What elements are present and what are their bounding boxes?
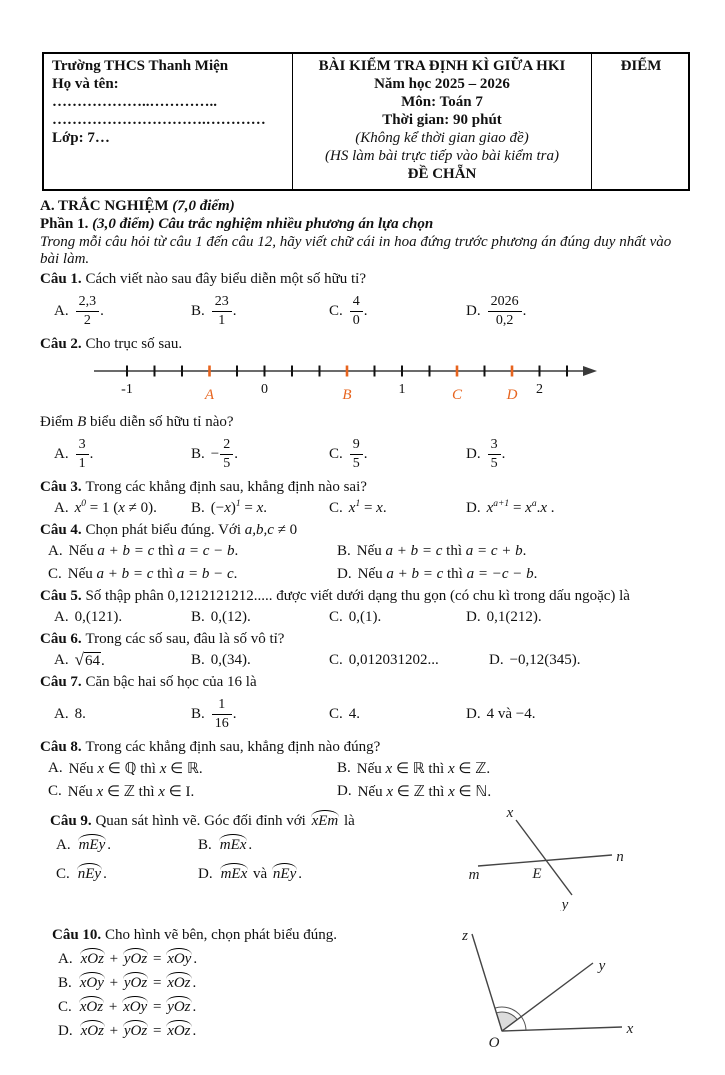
option-b [191,498,329,518]
option-letter: A. [48,542,63,559]
option-d [466,290,690,332]
question-9-text: Quan sát hình vẽ. Góc đối đỉnh với xEm là [95,813,355,829]
option-letter: B. [191,705,205,722]
option-b [58,975,440,992]
option-b [191,433,329,475]
question-5-stem [40,588,690,605]
option-c [329,607,466,627]
option-letter: C. [329,651,343,668]
option-letter: B. [191,445,205,462]
crossing-lines-figure [460,803,660,911]
option-letter: C. [329,302,343,319]
option-letter: C. [48,782,62,799]
question-10-stem [40,927,440,944]
question-7 [40,674,690,735]
question-10-text: Cho hình vẽ bên, chọn phát biểu đúng. [104,927,337,943]
question-8-text: Trong các khẳng định sau, khẳng định nào đúng? [85,739,381,755]
option-content: xOz + yOz = xOz . [80,1023,197,1039]
option-content: $\frac{2026}{0,2}$ . [487,295,527,328]
option-letter: B. [337,759,351,776]
option-content: Nếu a + b = c thì a = c + b. [356,542,527,559]
question-4-stem [40,522,690,539]
option-d [466,498,690,518]
option-d [198,864,460,884]
option-d [466,433,690,475]
option-letter: C. [329,705,343,722]
option-c [329,433,466,475]
question-5-text: Số thập phân 0,1212121212..... được viết dưới dạng thu gọn (có chu kì trong dấu ngoặc) là [85,588,630,604]
option-content: $\frac{4}{0}$ . [349,295,368,328]
option-b [198,835,460,855]
option-letter: D. [466,302,481,319]
option-content: $\frac{3}{5}$ . [487,438,506,471]
svg-text:1: 1 [398,382,406,397]
option-letter: D. [466,445,481,462]
note-1: (Không kể thời gian giao đề) [355,130,529,146]
question-4-text: Chọn phát biểu đúng. Với a,b,c ≠ 0 [85,522,298,538]
option-letter: D. [489,651,504,668]
option-d [489,650,690,670]
question-2-subtext: Điểm B biểu diễn số hữu tỉ nào? [40,414,234,430]
option-content: Nếu a + b = c thì a = b − c. [67,565,238,582]
question-3-stem [40,479,690,496]
question-6-text: Trong các số sau, đâu là số vô tỉ? [85,631,285,647]
question-6-options [40,650,690,670]
label-O: O [488,1035,500,1051]
option-content: $x^{a+1} = x^a.x$ . [486,498,555,516]
question-1-text: Cách viết nào sau đây biểu diễn một số hữu tỉ? [85,271,367,287]
option-content: Nếu x ∈ ℤ thì x ∈ ℕ. [357,783,492,800]
option-letter: D. [466,499,481,516]
option-content: Nếu x ∈ ℚ thì x ∈ ℝ. [68,760,203,777]
label-m: m [468,867,480,883]
class-line: Lớp: 7… [52,130,110,146]
option-a [48,758,337,778]
label-E: E [532,866,542,882]
question-8-label: Câu 8. [40,739,82,755]
option-letter: D. [198,865,213,882]
option-letter: C. [329,608,343,625]
option-letter: C. [48,565,62,582]
label-x: x [506,805,514,821]
question-7-label: Câu 7. [40,674,82,690]
school-name: Trường THCS Thanh Miện [52,58,229,74]
option-c [48,781,337,801]
option-b [191,650,329,670]
option-content: xOy + yOz = xOz . [79,975,197,991]
question-5-options [40,607,690,627]
score-label: ĐIỂM [620,58,662,74]
question-3-options [40,498,690,518]
option-letter: A. [56,836,71,853]
question-2-options [40,433,690,475]
question-1-label: Câu 1. [40,271,82,287]
option-a [56,835,198,855]
option-letter: A. [54,499,69,516]
option-b [337,541,690,561]
svg-text:D: D [506,387,518,403]
question-3-text: Trong các khẳng định sau, khẳng định nào sai? [85,479,367,495]
option-letter: D. [466,608,481,625]
option-content: $x^1 = x$. [348,498,387,516]
option-a [58,951,440,968]
option-d [466,607,690,627]
option-content: nEy . [77,865,107,882]
option-letter: C. [58,999,72,1015]
part-1-title [40,216,690,233]
option-letter: D. [337,565,352,582]
duration: Thời gian: 90 phút [382,112,502,128]
option-content: 4 và −4. [486,705,536,722]
option-content: mEx và nEy . [220,865,302,882]
option-content: Nếu a + b = c thì a = −c − b. [357,565,538,582]
option-content: 0,012031202... [348,651,439,668]
option-content: mEy . [78,836,111,853]
option-b [191,607,329,627]
option-letter: A. [54,705,69,722]
question-3 [40,479,690,518]
svg-text:0: 0 [261,382,268,397]
option-letter: D. [337,782,352,799]
option-letter: A. [48,759,63,776]
exam-type: ĐỀ CHẴN [407,166,477,182]
header-table [42,52,690,191]
question-9-options [40,835,460,884]
option-content: 4. [348,705,361,722]
question-6-label: Câu 6. [40,631,82,647]
question-8 [40,739,690,801]
option-a [48,541,337,561]
question-8-options [40,758,690,801]
option-a [54,693,191,735]
option-content: $(-x)^1 = x$. [210,498,268,516]
option-letter: B. [191,651,205,668]
svg-text:C: C [451,387,463,403]
option-c [58,999,440,1016]
option-letter: A. [54,651,69,668]
question-7-stem [40,674,690,691]
option-d [337,564,690,584]
option-content: −0,12(345). [509,651,581,668]
question-2-label: Câu 2. [40,336,82,352]
label-y: y [598,958,606,974]
option-c [329,693,466,735]
section-a-points: (7,0 điểm) [172,198,235,214]
option-letter: B. [191,499,205,516]
option-content: 0,1(212). [486,608,542,625]
option-a [54,290,191,332]
part-1-label: Phần 1. [40,216,93,232]
option-b [191,290,329,332]
question-2-stem [40,336,690,353]
question-6 [40,631,690,670]
option-content: $\frac{2,3}{2}$ . [75,295,104,328]
question-5 [40,588,690,627]
part-1-points: (3,0 điểm) [92,216,159,232]
question-7-text: Căn bậc hai số học của 16 là [85,674,257,690]
question-3-label: Câu 3. [40,479,82,495]
option-d [58,1023,440,1040]
header-left-cell [44,54,292,189]
option-letter: B. [191,608,205,625]
question-7-options [40,693,690,735]
question-1-stem [40,271,690,288]
option-content: Nếu x ∈ ℝ thì x ∈ ℤ. [356,760,491,777]
option-b [337,758,690,778]
option-a [54,650,191,670]
option-letter: A. [54,302,69,319]
question-9 [40,805,690,911]
exam-title: BÀI KIỂM TRA ĐỊNH KÌ GIỮA HKI [318,58,566,74]
option-letter: B. [337,542,351,559]
note-2: (HS làm bài trực tiếp vào bài kiểm tra) [325,148,559,164]
option-content: xOz + xOy = yOz . [79,999,197,1015]
option-a [54,433,191,475]
option-letter: C. [56,865,70,882]
option-letter: D. [58,1023,73,1039]
instruction-text: Trong mỗi câu hỏi từ câu 1 đến câu 12, hãy viết chữ cái in hoa đứng trước phương án đúng duy nhất vào bài làm. [40,234,672,267]
option-c [329,498,466,518]
label-z: z [462,928,468,944]
dots-line: ………………………….………… [52,112,266,128]
question-2-stem2 [40,414,690,431]
option-content: 0,(34). [210,651,251,668]
question-8-stem [40,739,690,756]
option-content: $\frac{23}{1}$ . [211,295,237,328]
question-4-options [40,541,690,584]
svg-text:2: 2 [536,382,543,397]
svg-text:B: B [342,387,352,403]
svg-text:-1: -1 [121,382,133,397]
option-d [466,693,690,735]
section-a-label: A. TRẮC NGHIỆM [40,198,173,214]
option-content: 0,(12). [210,608,251,625]
angle-rays-figure [440,925,660,1075]
option-content: $\frac{9}{5}$ . [349,438,368,471]
label-y: y [561,897,569,911]
option-content: $\frac{3}{1}$ . [75,438,94,471]
question-9-left [40,809,460,911]
part-1-heading: Câu trắc nghiệm nhiều phương án lựa chọn [158,216,434,232]
question-9-stem [40,813,460,830]
question-2-text: Cho trục số sau. [85,336,183,352]
option-letter: A. [58,951,73,967]
option-c [56,864,198,884]
option-content: √64. [74,650,105,669]
option-letter: A. [54,445,69,462]
option-content: − $\frac{2}{5}$ . [210,436,238,471]
question-1 [40,271,690,332]
number-line-figure [92,357,690,410]
option-c [329,650,489,670]
option-c [329,290,466,332]
option-c [48,564,337,584]
option-letter: D. [466,705,481,722]
option-letter: B. [58,975,72,991]
exam-body [40,198,690,1075]
student-name-line: Họ và tên: ………………..………….. [52,76,217,110]
question-9-label: Câu 9. [50,813,92,829]
question-4 [40,522,690,584]
option-content: xOz + yOz = xOy . [80,951,198,967]
number-line [92,357,622,405]
svg-text:A: A [204,387,215,403]
school-year: Năm học 2025 – 2026 [374,76,510,92]
question-10-label: Câu 10. [52,927,102,943]
option-letter: C. [329,445,343,462]
option-letter: C. [329,499,343,516]
option-content: $\frac{1}{16}$ . [211,698,237,731]
option-a [54,498,191,518]
question-10-left [40,923,440,1075]
option-content: 8. [74,705,86,722]
option-content: $x^0 = 1$ (x ≠ 0). [74,498,157,516]
section-a-title [40,198,690,215]
option-content: mEx . [219,836,253,853]
option-letter: B. [191,302,205,319]
option-letter: A. [54,608,69,625]
option-content: 0,(1). [348,608,382,625]
question-4-label: Câu 4. [40,522,82,538]
question-10 [40,923,690,1075]
option-content: Nếu x ∈ ℤ thì x ∈ I. [67,783,195,800]
option-d [337,781,690,801]
option-b [191,693,329,735]
question-5-label: Câu 5. [40,588,82,604]
question-1-options [40,290,690,332]
header-middle-cell [292,54,592,189]
label-n: n [616,849,624,865]
question-2 [40,336,690,475]
option-a [54,607,191,627]
score-cell [592,54,690,189]
question-6-stem [40,631,690,648]
label-x: x [626,1021,634,1037]
option-content: 0,(121). [74,608,123,625]
subject: Môn: Toán 7 [401,94,483,110]
option-letter: B. [198,836,212,853]
option-content: Nếu a + b = c thì a = c − b. [68,542,239,559]
